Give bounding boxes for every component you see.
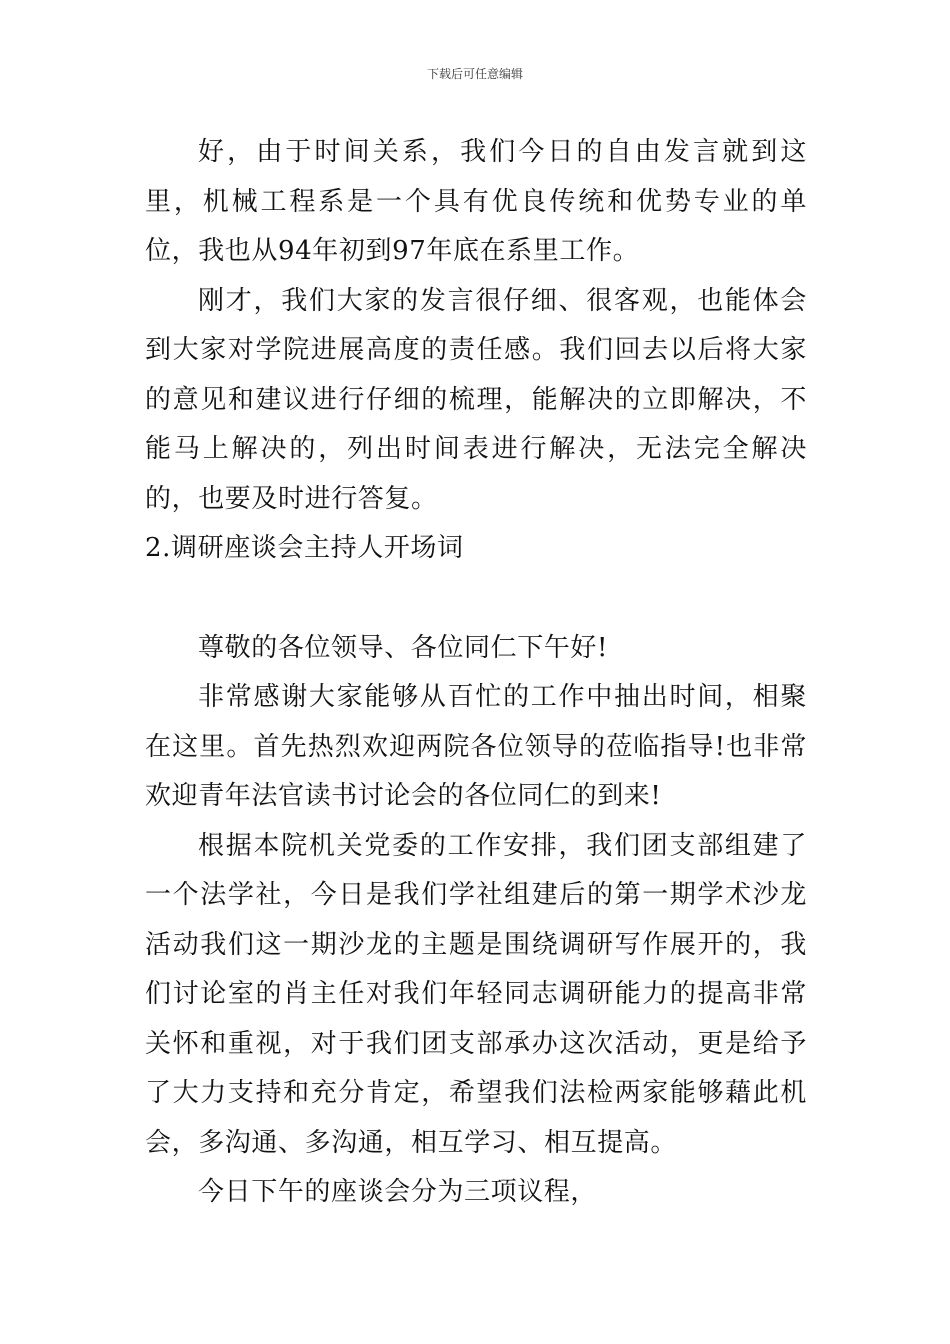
section-heading: 2.调研座谈会主持人开场词 [145,533,464,563]
paragraph-agenda: 今日下午的座谈会分为三项议程， [198,1177,598,1207]
paragraph-thanks: 非常感谢大家能够从百忙的工作中抽出时间，相聚在这里。首先热烈欢迎两院各位领导的莅临指导!也非常欢迎青年法官读书讨论会的各位同仁的到来! [145,682,807,811]
section-spacer [145,574,807,624]
document-body [145,128,807,1218]
paragraph-closing-remarks: 好，由于时间关系，我们今日的自由发言就到这里，机械工程系是一个具有优良传统和优势专业的单位，我也从94年初到97年底在系里工作。 [145,137,807,266]
page-header: 下载后可任意编辑 [426,67,523,81]
paragraph-greeting: 尊敬的各位领导、各位同仁下午好! [198,632,609,663]
paragraph-background: 根据本院机关党委的工作安排，我们团支部组建了一个法学社，今日是我们学社组建后的第一期学术沙龙活动我们这一期沙龙的主题是围绕调研写作展开的，我们讨论室的肖主任对我们年轻同志调研能力的提高非常关怀和重视，对于我们团支部承办这次活动，更是给予了大力支持和充分肯定，希望我们法检两家能够藉此机会，多沟通、多沟通，相互学习、相互提高。 [145,830,807,1158]
paragraph-response: 刚才，我们大家的发言很仔细、很客观，也能体会到大家对学院进展高度的责任感。我们回去以后将大家的意见和建议进行仔细的梳理，能解决的立即解决，不能马上解决的，列出时间表进行解决，无法完全解决的，也要及时进行答复。 [145,285,807,514]
